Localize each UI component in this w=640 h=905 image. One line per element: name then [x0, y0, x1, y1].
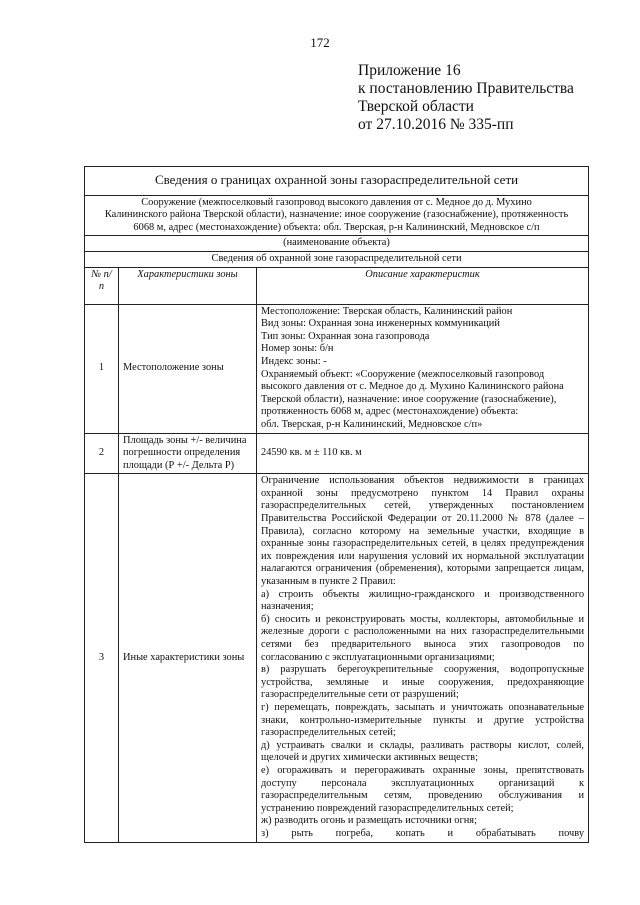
row-description: 24590 кв. м ± 110 кв. м: [257, 433, 589, 474]
table-row: [85, 433, 589, 474]
row-characteristic: Иные характеристики зоны: [119, 474, 257, 842]
description-line: Индекс зоны: -: [261, 355, 327, 367]
description-paragraph: ж) разводить огонь и размещать источники огня;: [261, 815, 477, 827]
zone-info-table: [84, 166, 589, 843]
object-name: [85, 195, 589, 236]
header-description: Описание характеристик: [257, 267, 589, 304]
description-line: Местоположение: Тверская область, Калининский район: [261, 305, 513, 317]
row-number: 1: [85, 304, 119, 433]
description-line: Охраняемый объект: «Сооружение (межпоселковый газопровод высокого давления от с. Медное до д. Мухино Калининского района Тверской области), назначение: иное сооружение (газоснабжение), протяженность 6068 м, адрес (местонахождение) объекта:: [261, 368, 564, 418]
header-characteristic: Характеристики зоны: [119, 267, 257, 304]
appendix-line: к постановлению Правительства: [358, 80, 574, 97]
row-characteristic: Площадь зоны +/- величина погрешности определения площади (Р +/- Дельта Р): [119, 433, 257, 474]
description-paragraph: з) рыть погреба, копать и обрабатывать почву: [261, 827, 585, 839]
table-title: Сведения о границах охранной зоны газораспределительной сети: [85, 167, 589, 196]
appendix-line: Тверской области: [358, 98, 474, 115]
appendix-line: Приложение 16: [358, 62, 461, 79]
row-characteristic: Местоположение зоны: [119, 304, 257, 433]
table-row: [85, 304, 589, 433]
row-number: 3: [85, 474, 119, 842]
table-row: [85, 474, 589, 842]
appendix-header: [358, 62, 574, 134]
appendix-line: от 27.10.2016 № 335-пп: [358, 116, 514, 133]
description-paragraph: г) перемещать, повреждать, засыпать и уничтожать опознавательные знаки, контрольно-измерительные пункты и другие устройства газораспределительных сетей;: [261, 701, 585, 739]
description-paragraph: Ограничение использования объектов недвижимости в границах охранной зоны предусмотрено пунктом 14 Правил охраны газораспределительных сетей, утвержденных постановлением Правительства Российской Федерации от 20.11.2000 № 878 (далее – Правила), согласно которому на земельные участки, входящие в охранные зоны газораспределительных сетей, в целях предупреждения их повреждения или нарушения условий их нормальной эксплуатации налагаются ограничения (обременения), которыми запрещается лицам, указанным в пункте 2 Правил:: [261, 475, 585, 588]
description-line: Номер зоны: б/н: [261, 343, 334, 355]
description-paragraph: в) разрушать берегоукрепительные сооружения, водопропускные устройства, земляные и иные сооружения, предохраняющие газораспределительные сети от разрушений;: [261, 664, 585, 701]
row-description: [257, 304, 589, 433]
page-number: 172: [310, 35, 330, 50]
row-description: [257, 474, 589, 842]
description-paragraph: б) сносить и реконструировать мосты, коллекторы, автомобильные и железные дороги с расположенными на них газораспределительными сетями без предварительного выноса этих газопроводов по согласованию с эксплуатационными организациями;: [261, 613, 585, 663]
description-paragraph: д) устраивать свалки и склады, разливать растворы кислот, солей, щелочей и других химически активных веществ;: [261, 739, 585, 764]
object-caption: (наименование объекта): [85, 236, 589, 252]
object-name-line: Сооружение (межпоселковый газопровод высокого давления от с. Медное до д. Мухино: [141, 196, 532, 208]
header-num: № п/п: [85, 267, 119, 304]
description-line: Тип зоны: Охранная зона газопровода: [261, 330, 430, 342]
description-paragraph: е) огораживать и перегораживать охранные зоны, препятствовать доступу персонала эксплуатационных организаций к газораспределительным сетям, проведению обслуживания и устранению повреждений газораспределительных сетей;: [261, 764, 585, 814]
description-line: Вид зоны: Охранная зона инженерных коммуникаций: [261, 318, 500, 330]
object-name-line: 6068 м, адрес (местонахождение) объекта: обл. Тверская, р-н Калининский, Медновское с/п: [133, 221, 540, 233]
object-name-line: Калининского района Тверской области), назначение: иное сооружение (газоснабжение), протяженность: [104, 209, 569, 221]
description-line: обл. Тверская, р-н Калининский, Медновское с/п»: [261, 418, 483, 430]
description-paragraph: а) строить объекты жилищно-гражданского и производственного назначения;: [261, 588, 585, 613]
row-number: 2: [85, 433, 119, 474]
section-title: Сведения об охранной зоне газораспределительной сети: [85, 251, 589, 267]
